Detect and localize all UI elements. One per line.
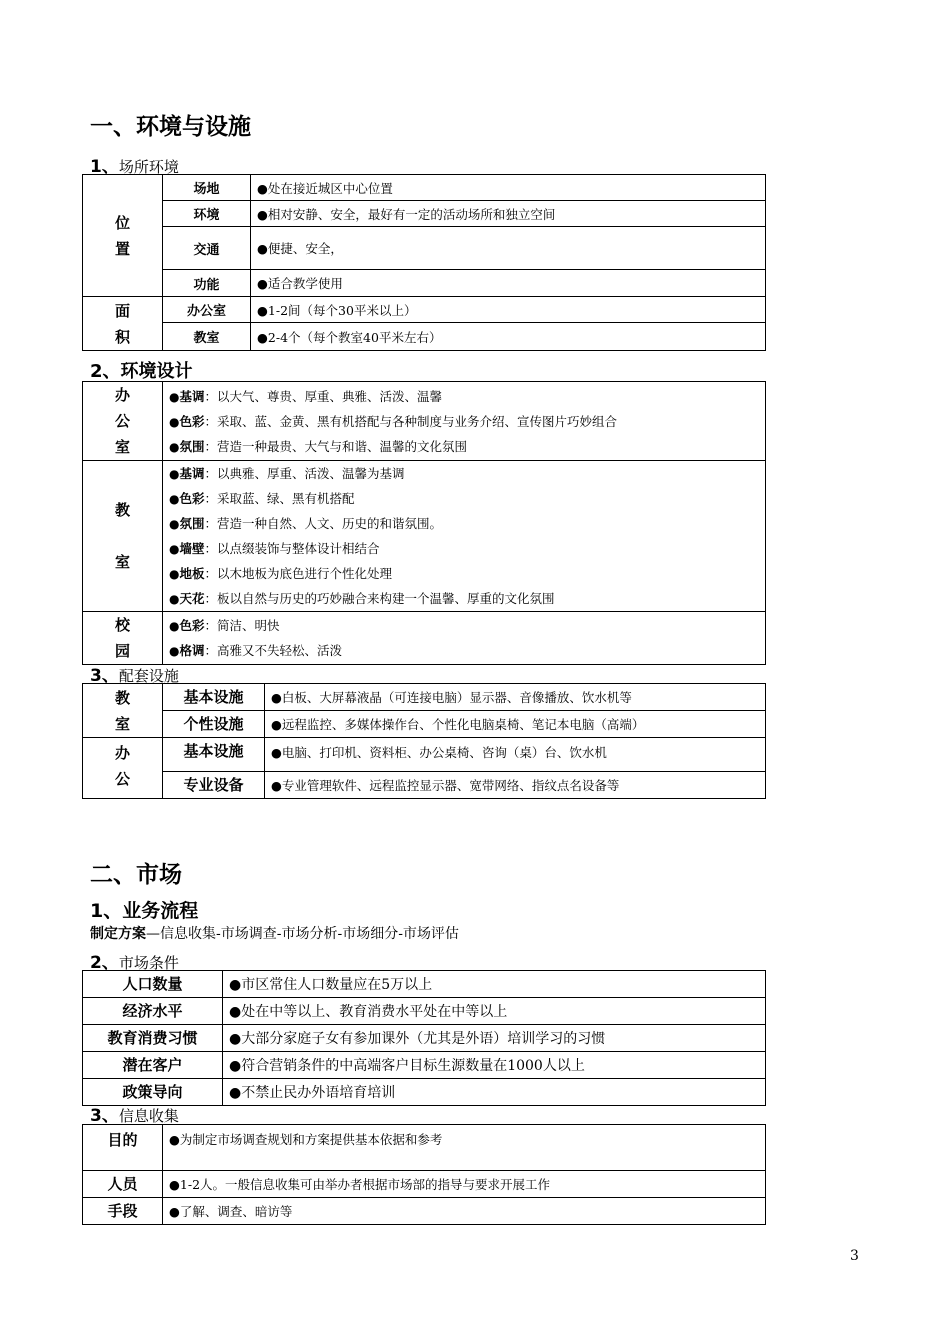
row-label: 教育消费习惯 [83,1025,223,1052]
business-flow-line [90,923,459,943]
row-text: ●1-2间（每个30平米以上） [251,297,766,323]
row-label: 基本设施 [163,684,265,711]
list-item: ●氛围：营造一种自然、人文、历史的和谐氛围。 [169,516,443,531]
subsection-title: 市场条件 [118,954,179,972]
flow-key: 制定方案 [90,926,146,942]
subsection-number: 1、 [90,157,119,177]
row-text: ●不禁止民办外语培育培训 [223,1079,766,1106]
subsection-number: 3、 [90,1106,119,1126]
list-item: ●色彩：采取蓝、绿、黑有机搭配 [169,491,355,506]
office-group-label: 办 公 室 [83,382,163,461]
row-label: 场地 [163,175,251,201]
location-group-label: 位 置 [83,175,163,297]
row-label: 人员 [83,1171,163,1198]
row-label: 功能 [163,270,251,297]
subsection-number: 3、 [90,666,119,686]
campus-design-cell [163,612,766,665]
row-label: 交通 [163,227,251,270]
row-label: 人口数量 [83,971,223,998]
list-item: ●墙壁：以点缀装饰与整体设计相结合 [169,541,380,556]
office-group-label: 办 公 [83,738,163,799]
list-item: ●格调：高雅又不失轻松、活泼 [169,643,343,658]
row-text: ●专业管理软件、远程监控显示器、宽带网络、指纹点名设备等 [265,772,766,799]
row-label: 手段 [83,1198,163,1225]
row-label: 基本设施 [163,738,265,772]
row-text: ●为制定市场调查规划和方案提供基本依据和参考 [163,1125,766,1171]
list-item: ●基调：以大气、尊贵、厚重、典雅、活泼、温馨 [169,388,443,404]
list-item: ●地板：以木地板为底色进行个性化处理 [169,566,393,581]
facilities-table [82,683,766,799]
section-title-environment: 一、环境与设施 [90,114,251,140]
row-text: ●符合营销条件的中高端客户目标生源数量在1000人以上 [223,1052,766,1079]
subsection-info-collection-heading [90,1101,179,1126]
list-item: ●天花：板以自然与历史的巧妙融合来构建一个温馨、厚重的文化氛围 [169,591,555,606]
section-title-market: 二、市场 [90,862,182,888]
row-label: 个性设施 [163,711,265,738]
row-text: ●2-4个（每个教室40平米左右） [251,323,766,351]
classroom-group-label: 教 室 [83,461,163,612]
area-group-label: 面 积 [83,297,163,351]
list-item: ●色彩：采取、蓝、金黄、黑有机搭配与各种制度与业务介绍、宣传图片巧妙组合 [169,413,618,429]
market-conditions-table [82,970,766,1106]
row-text: ●电脑、打印机、资料柜、办公桌椅、咨询（桌）台、饮水机 [265,738,766,772]
subsection-title: 信息收集 [118,1107,179,1125]
row-label: 环境 [163,201,251,227]
subsection-number: 2、 [90,953,119,973]
list-item: ●色彩：简洁、明快 [169,618,280,633]
subsection-title: 场所环境 [118,158,179,176]
row-label: 政策导向 [83,1079,223,1106]
classroom-design-cell [163,461,766,612]
row-text: ●处在接近城区中心位置 [251,175,766,201]
row-label: 目的 [83,1125,163,1171]
row-label: 潜在客户 [83,1052,223,1079]
subsection-env-design-heading: 2、环境设计 [90,361,193,382]
page-number: 3 [850,1248,859,1264]
list-item: ●氛围：营造一种最贵、大气与和谐、温馨的文化氛围 [169,438,468,454]
env-design-table [82,381,766,665]
info-collection-table [82,1124,766,1225]
subsection-business-flow-heading: 1、业务流程 [90,900,199,922]
row-text: ●大部分家庭子女有参加课外（尤其是外语）培训学习的习惯 [223,1025,766,1052]
classroom-group-label: 教 室 [83,684,163,738]
row-label: 教室 [163,323,251,351]
office-design-cell [163,382,766,461]
row-text: ●远程监控、多媒体操作台、个性化电脑桌椅、笔记本电脑（高端） [265,711,766,738]
campus-group-label: 校 园 [83,612,163,665]
row-text: ●适合教学使用 [251,270,766,297]
row-text: ●1-2人。一般信息收集可由举办者根据市场部的指导与要求开展工作 [163,1171,766,1198]
flow-text: —信息收集-市场调查-市场分析-市场细分-市场评估 [146,926,459,942]
row-label: 专业设备 [163,772,265,799]
row-text: ●市区常住人口数量应在5万以上 [223,971,766,998]
list-item: ●基调：以典雅、厚重、活泼、温馨为基调 [169,466,405,481]
row-text: ●便捷、安全， [251,227,766,270]
row-label: 办公室 [163,297,251,323]
row-text: ●了解、调查、暗访等 [163,1198,766,1225]
row-label: 经济水平 [83,998,223,1025]
row-text: ●相对安静、安全，最好有一定的活动场所和独立空间 [251,201,766,227]
row-text: ●处在中等以上、教育消费水平处在中等以上 [223,998,766,1025]
venue-table [82,174,766,351]
row-text: ●白板、大屏幕液晶（可连接电脑）显示器、音像播放、饮水机等 [265,684,766,711]
subsection-title: 配套设施 [118,667,179,685]
